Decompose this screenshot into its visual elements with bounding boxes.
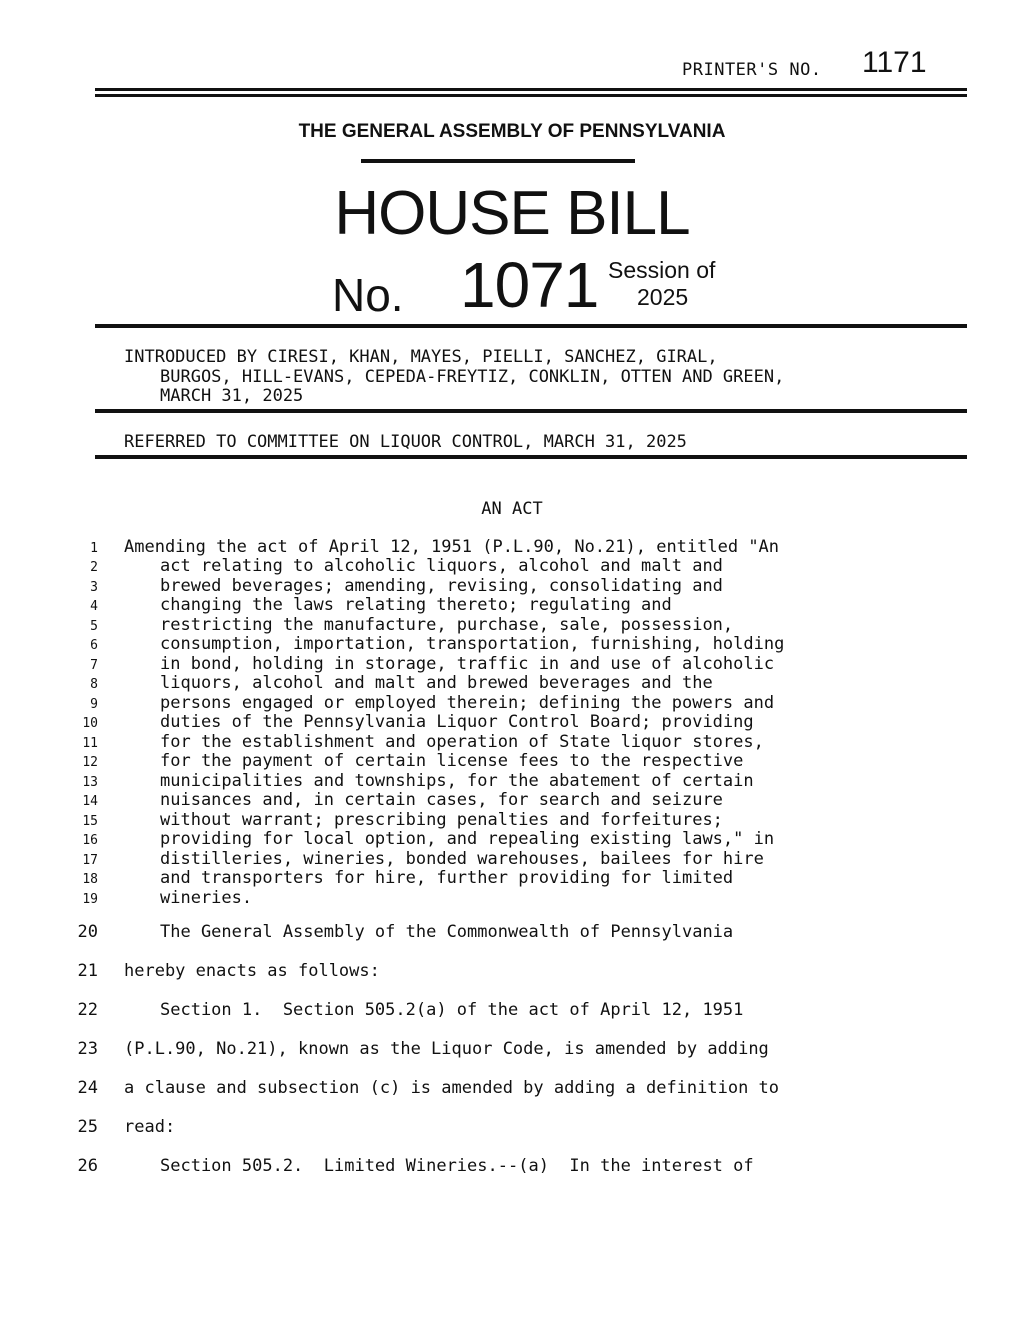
title-line: municipalities and townships, for the abatement of certain xyxy=(160,771,754,791)
line-number: 14 xyxy=(82,794,98,809)
title-line: wineries. xyxy=(160,888,253,908)
session-year: 2025 xyxy=(637,284,689,310)
line-number: 23 xyxy=(77,1039,98,1059)
body-line: hereby enacts as follows: xyxy=(124,961,380,981)
top-rule-second xyxy=(95,94,967,97)
title-line: persons engaged or employed therein; defining the powers and xyxy=(160,693,775,713)
line-number: 25 xyxy=(77,1117,98,1137)
line-number: 21 xyxy=(77,961,98,981)
title-line: and transporters for hire, further providing for limited xyxy=(160,868,734,888)
act-heading: AN ACT xyxy=(481,499,543,519)
line-number: 12 xyxy=(82,755,98,770)
title-line: brewed beverages; amending, revising, consolidating and xyxy=(160,576,723,596)
title-line: act relating to alcoholic liquors, alcohol and malt and xyxy=(160,556,723,576)
line-number: 4 xyxy=(90,599,98,614)
title-line: for the payment of certain license fees to the respective xyxy=(160,751,744,771)
title-line: nuisances and, in certain cases, for search and seizure xyxy=(160,790,723,810)
line-number: 3 xyxy=(90,580,98,595)
title-line: restricting the manufacture, purchase, sale, possession, xyxy=(160,615,734,635)
line-number: 5 xyxy=(90,619,98,634)
line-number: 11 xyxy=(82,736,98,751)
line-number: 15 xyxy=(82,814,98,829)
title-line: liquors, alcohol and malt and brewed beverages and the xyxy=(160,673,713,693)
line-number: 7 xyxy=(90,658,98,673)
line-number: 20 xyxy=(77,922,98,942)
line-number: 10 xyxy=(82,716,98,731)
session-label: Session of xyxy=(608,257,716,283)
body-line: a clause and subsection (c) is amended by adding a definition to xyxy=(124,1078,780,1098)
header-bottom-rule xyxy=(95,324,967,328)
bill-type-title: HOUSE BILL xyxy=(334,179,690,248)
line-number: 26 xyxy=(77,1156,98,1176)
line-number: 2 xyxy=(90,560,98,575)
introduced-line-3: MARCH 31, 2025 xyxy=(160,386,304,406)
printers-number-label: PRINTER'S NO. xyxy=(682,60,822,80)
title-line: providing for local option, and repealing existing laws," in xyxy=(160,829,775,849)
line-number: 22 xyxy=(77,1000,98,1020)
assembly-divider xyxy=(361,159,635,163)
line-number: 16 xyxy=(82,833,98,848)
line-number: 9 xyxy=(90,697,98,712)
title-line: changing the laws relating thereto; regulating and xyxy=(160,595,672,615)
bill-number-label: No. xyxy=(332,269,404,321)
body-line: (P.L.90, No.21), known as the Liquor Code, is amended by adding xyxy=(124,1039,769,1059)
bill-number: 1071 xyxy=(460,249,599,321)
title-line: consumption, importation, transportation, furnishing, holding xyxy=(160,634,785,654)
title-line: Amending the act of April 12, 1951 (P.L.90, No.21), entitled "An xyxy=(124,537,780,557)
line-number: 18 xyxy=(82,872,98,887)
title-line: duties of the Pennsylvania Liquor Control Board; providing xyxy=(160,712,754,732)
title-line: in bond, holding in storage, traffic in and use of alcoholic xyxy=(160,654,775,674)
body-line: read: xyxy=(124,1117,176,1137)
line-number: 19 xyxy=(82,892,98,907)
introduced-line-1: INTRODUCED BY CIRESI, KHAN, MAYES, PIELLI, SANCHEZ, GIRAL, xyxy=(124,347,718,367)
title-line: distilleries, wineries, bonded warehouses, bailees for hire xyxy=(160,849,764,869)
line-number: 8 xyxy=(90,677,98,692)
referred-bottom-rule xyxy=(95,455,967,459)
line-number: 17 xyxy=(82,853,98,868)
body-line: The General Assembly of the Commonwealth of Pennsylvania xyxy=(160,922,734,942)
line-number: 6 xyxy=(90,638,98,653)
title-line: for the establishment and operation of State liquor stores, xyxy=(160,732,764,752)
title-line: without warrant; prescribing penalties and forfeitures; xyxy=(160,810,723,830)
referred-line: REFERRED TO COMMITTEE ON LIQUOR CONTROL, MARCH 31, 2025 xyxy=(124,432,687,452)
line-number: 1 xyxy=(90,541,98,556)
line-number: 13 xyxy=(82,775,98,790)
introduced-line-2: BURGOS, HILL-EVANS, CEPEDA-FREYTIZ, CONKLIN, OTTEN AND GREEN, xyxy=(160,367,785,387)
assembly-title: THE GENERAL ASSEMBLY OF PENNSYLVANIA xyxy=(298,121,726,142)
body-line: Section 1. Section 505.2(a) of the act of April 12, 1951 xyxy=(160,1000,744,1020)
introduced-bottom-rule xyxy=(95,409,967,413)
body-line: Section 505.2. Limited Wineries.--(a) In the interest of xyxy=(160,1156,754,1176)
line-number: 24 xyxy=(77,1078,98,1098)
printers-number: 1171 xyxy=(862,46,927,79)
top-rule xyxy=(95,88,967,91)
